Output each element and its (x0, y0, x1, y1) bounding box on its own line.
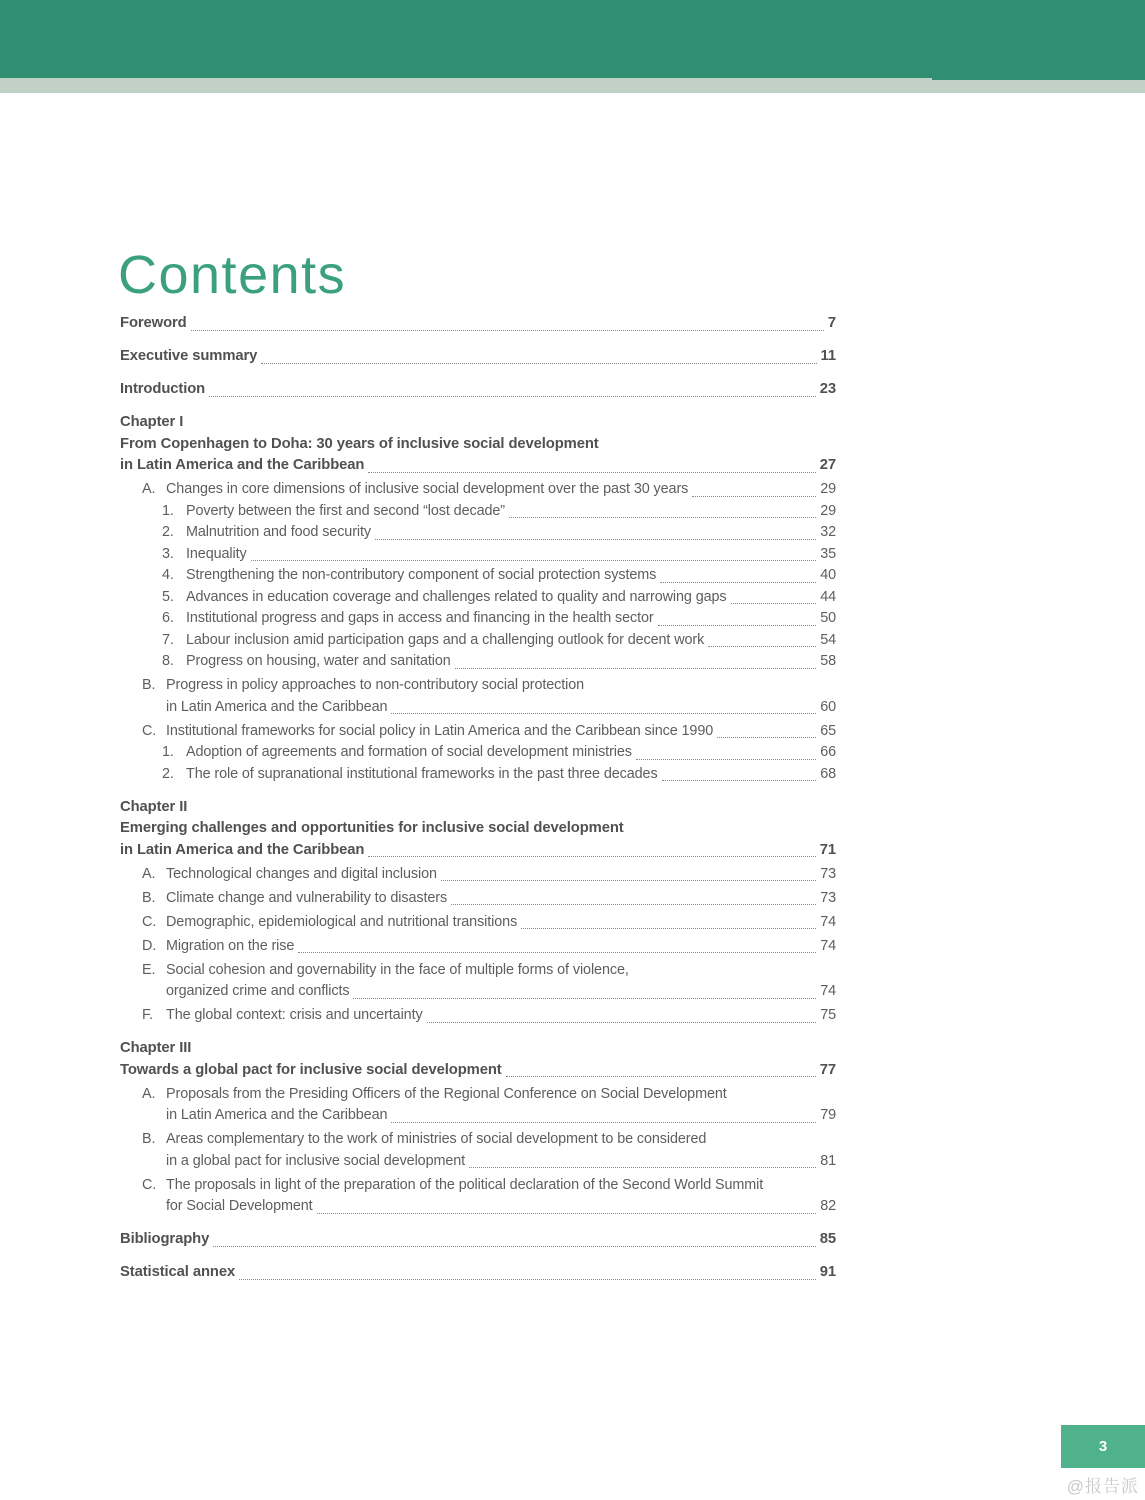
dotted-leader (317, 1213, 817, 1214)
toc-text: Progress in policy approaches to non-contributory social protection (166, 677, 585, 693)
toc-text: for Social Development (166, 1198, 313, 1214)
dotted-leader (353, 998, 816, 999)
toc-text: Institutional frameworks for social policy in Latin America and the Caribbean since 1990 (166, 722, 714, 739)
toc-text: Chapter II (120, 798, 188, 815)
toc-entry[interactable] (120, 479, 836, 501)
toc-text: in a global pact for inclusive social development (166, 1152, 466, 1169)
toc-text: Statistical annex (120, 1264, 236, 1280)
toc-text: Areas complementary to the work of ministries of social development to be considered (166, 1131, 707, 1147)
dotted-leader (692, 496, 816, 497)
toc-text: Chapter III (120, 1040, 192, 1056)
toc-marker: A. (142, 1085, 156, 1102)
dotted-leader (469, 1167, 816, 1168)
toc-entry[interactable] (120, 565, 836, 587)
toc-entry[interactable] (120, 1229, 836, 1251)
toc-page-number: 66 (820, 744, 836, 760)
dotted-leader (708, 646, 816, 647)
toc-page-number: 79 (820, 1107, 836, 1123)
toc-text: in Latin America and the Caribbean (166, 1107, 388, 1123)
toc-marker: 5. (162, 588, 174, 605)
toc-text: in Latin America and the Caribbean (120, 841, 365, 858)
toc-list (120, 313, 836, 1284)
toc-marker: C. (142, 1176, 157, 1193)
toc-text: Foreword (120, 315, 187, 331)
toc-marker: D. (142, 937, 157, 954)
dotted-leader (717, 737, 816, 738)
toc-entry[interactable] (120, 1262, 836, 1284)
toc-entry[interactable] (120, 1105, 836, 1127)
toc-page-number: 74 (820, 983, 836, 999)
dotted-leader (261, 363, 816, 364)
toc-entry[interactable] (120, 1129, 836, 1151)
dotted-leader (209, 396, 816, 397)
toc-text: Executive summary (120, 348, 258, 364)
toc-entry[interactable] (120, 721, 836, 743)
toc-page-number: 29 (820, 502, 836, 519)
toc-text: Institutional progress and gaps in access and financing in the health sector (186, 610, 654, 626)
dotted-leader (658, 625, 817, 626)
toc-marker: B. (142, 677, 156, 693)
toc-entry[interactable] (120, 379, 836, 401)
page-title: Contents (118, 245, 347, 306)
toc-entry[interactable] (120, 1175, 836, 1197)
toc-marker: C. (142, 722, 157, 739)
dotted-leader (509, 517, 816, 518)
toc-entry[interactable] (120, 1060, 836, 1082)
toc-text: The global context: crisis and uncertainty (166, 1007, 423, 1023)
toc-page-number: 32 (820, 524, 836, 540)
toc-text: Progress on housing, water and sanitation (186, 653, 451, 669)
toc-marker: B. (142, 1131, 156, 1147)
toc-page-number: 74 (820, 937, 836, 954)
toc-marker: 3. (162, 545, 174, 562)
toc-page-number: 75 (820, 1007, 836, 1023)
toc-page-number: 77 (819, 1061, 836, 1078)
dotted-leader (731, 603, 817, 604)
toc-entry[interactable] (120, 346, 836, 368)
toc-marker: 1. (162, 502, 174, 519)
toc-marker: 2. (162, 765, 174, 782)
toc-entry[interactable] (120, 434, 836, 456)
page-number-badge (1061, 1425, 1145, 1468)
toc-marker: C. (142, 913, 157, 930)
toc-entry[interactable] (120, 608, 836, 630)
dotted-leader (375, 539, 816, 540)
toc-text: The proposals in light of the preparation of the political declaration of the Second World Summit (166, 1176, 764, 1193)
toc-page-number: 54 (820, 631, 836, 648)
toc-page-number: 29 (820, 481, 836, 497)
toc-page-number: 91 (819, 1264, 836, 1280)
toc-text: Towards a global pact for inclusive social development (120, 1061, 502, 1078)
toc-entry[interactable] (120, 981, 836, 1003)
toc-page-number: 81 (820, 1152, 836, 1169)
toc-marker: E. (142, 961, 156, 978)
dotted-leader (455, 668, 816, 669)
toc-entry[interactable] (120, 797, 836, 819)
toc-text: Inequality (186, 545, 247, 562)
toc-page-number: 71 (819, 841, 836, 858)
dotted-leader (213, 1246, 816, 1247)
toc-text: Introduction (120, 381, 206, 397)
dotted-leader (521, 928, 816, 929)
toc-entry[interactable] (120, 1038, 836, 1060)
toc-entry[interactable] (120, 960, 836, 982)
toc-text: Social cohesion and governability in the face of multiple forms of violence, (166, 961, 629, 978)
toc-page-number: 68 (820, 765, 836, 782)
toc-entry[interactable] (120, 888, 836, 910)
dotted-leader (298, 952, 816, 953)
toc-text: Migration on the rise (166, 937, 295, 954)
toc-text: Malnutrition and food security (186, 524, 371, 540)
toc-text: Bibliography (120, 1231, 210, 1247)
toc-text: Changes in core dimensions of inclusive social development over the past 30 years (166, 481, 689, 497)
toc-text: Strengthening the non-contributory component of social protection systems (186, 567, 657, 583)
toc-entry[interactable] (120, 630, 836, 652)
dotted-leader (441, 880, 816, 881)
toc-entry[interactable] (120, 1005, 836, 1027)
toc-entry[interactable] (120, 544, 836, 566)
toc-page-number: 65 (820, 722, 836, 739)
toc-text: From Copenhagen to Doha: 30 years of inclusive social development (120, 435, 599, 452)
dotted-leader (368, 472, 815, 473)
toc-page-number: 40 (820, 567, 836, 583)
toc-entry[interactable] (120, 455, 836, 477)
dotted-leader (251, 560, 817, 561)
dotted-leader (368, 856, 815, 857)
toc-page-number: 27 (819, 457, 836, 473)
watermark: @报告派 (1066, 1477, 1139, 1496)
toc-entry[interactable] (120, 936, 836, 958)
toc-page-number: 23 (819, 381, 836, 397)
toc-text: organized crime and conflicts (166, 983, 350, 999)
toc-marker: 8. (162, 653, 174, 669)
toc-entry[interactable] (120, 912, 836, 934)
toc-page-number: 44 (820, 588, 836, 605)
toc-text: Technological changes and digital inclusion (166, 865, 437, 882)
dotted-leader (451, 904, 816, 905)
toc-text: in Latin America and the Caribbean (120, 457, 365, 473)
toc-page-number: 82 (820, 1198, 836, 1214)
dotted-leader (660, 582, 816, 583)
page-number: 3 (1098, 1438, 1108, 1455)
toc-text: Climate change and vulnerability to disasters (166, 889, 448, 906)
dotted-leader (662, 780, 817, 781)
toc-text: Poverty between the first and second “lost decade” (186, 502, 505, 519)
toc-entry[interactable] (120, 697, 836, 719)
toc-text: Emerging challenges and opportunities for inclusive social development (120, 820, 624, 836)
toc-page-number: 60 (820, 698, 836, 715)
toc-entry[interactable] (120, 313, 836, 335)
toc-page-number: 74 (820, 913, 836, 930)
toc-page-number: 50 (820, 610, 836, 626)
toc-entry[interactable] (120, 522, 836, 544)
toc-marker: 7. (162, 631, 174, 648)
toc-text: Demographic, epidemiological and nutritional transitions (166, 913, 518, 930)
header-bar-right-extension (932, 0, 1145, 80)
dotted-leader (636, 759, 816, 760)
toc-entry[interactable] (120, 764, 836, 786)
toc-marker: F. (142, 1007, 153, 1023)
toc-page-number: 85 (819, 1231, 836, 1247)
toc-text: in Latin America and the Caribbean (166, 698, 388, 715)
toc-entry[interactable] (120, 587, 836, 609)
toc-page-number: 11 (820, 348, 836, 364)
dotted-leader (427, 1022, 817, 1023)
toc-text: Adoption of agreements and formation of social development ministries (186, 744, 632, 760)
toc-entry[interactable] (120, 651, 836, 673)
toc-entry[interactable] (120, 840, 836, 862)
dotted-leader (191, 330, 824, 331)
dotted-leader (239, 1279, 816, 1280)
toc-marker: 6. (162, 610, 174, 626)
dotted-leader (391, 1122, 816, 1123)
toc-text: Advances in education coverage and challenges related to quality and narrowing gaps (186, 588, 727, 605)
toc-page-number: 58 (820, 653, 836, 669)
toc-marker: 1. (162, 744, 174, 760)
toc-marker: B. (142, 889, 156, 906)
toc-entry[interactable] (120, 1196, 836, 1218)
toc-entry[interactable] (120, 818, 836, 840)
toc-text: Labour inclusion amid participation gaps and a challenging outlook for decent work (186, 631, 705, 648)
toc-marker: A. (142, 865, 156, 882)
header-accent-strip (0, 78, 1145, 93)
toc-entry[interactable] (120, 675, 836, 697)
toc-text: The role of supranational institutional frameworks in the past three decades (186, 765, 658, 782)
toc-marker: 4. (162, 567, 174, 583)
toc-entry[interactable] (120, 1084, 836, 1106)
toc-entry[interactable] (120, 412, 836, 434)
toc-page-number: 73 (820, 889, 836, 906)
toc-marker: 2. (162, 524, 174, 540)
toc-entry[interactable] (120, 742, 836, 764)
toc-entry[interactable] (120, 501, 836, 523)
dotted-leader (391, 713, 816, 714)
toc-page-number: 35 (820, 545, 836, 562)
toc-page-number: 7 (827, 315, 836, 331)
toc-text: Chapter I (120, 414, 184, 430)
toc-entry[interactable] (120, 864, 836, 886)
toc-page-number: 73 (820, 865, 836, 882)
toc-text: Proposals from the Presiding Officers of the Regional Conference on Social Development (166, 1085, 727, 1102)
toc-entry[interactable] (120, 1151, 836, 1173)
toc-marker: A. (142, 481, 156, 497)
dotted-leader (506, 1076, 816, 1077)
